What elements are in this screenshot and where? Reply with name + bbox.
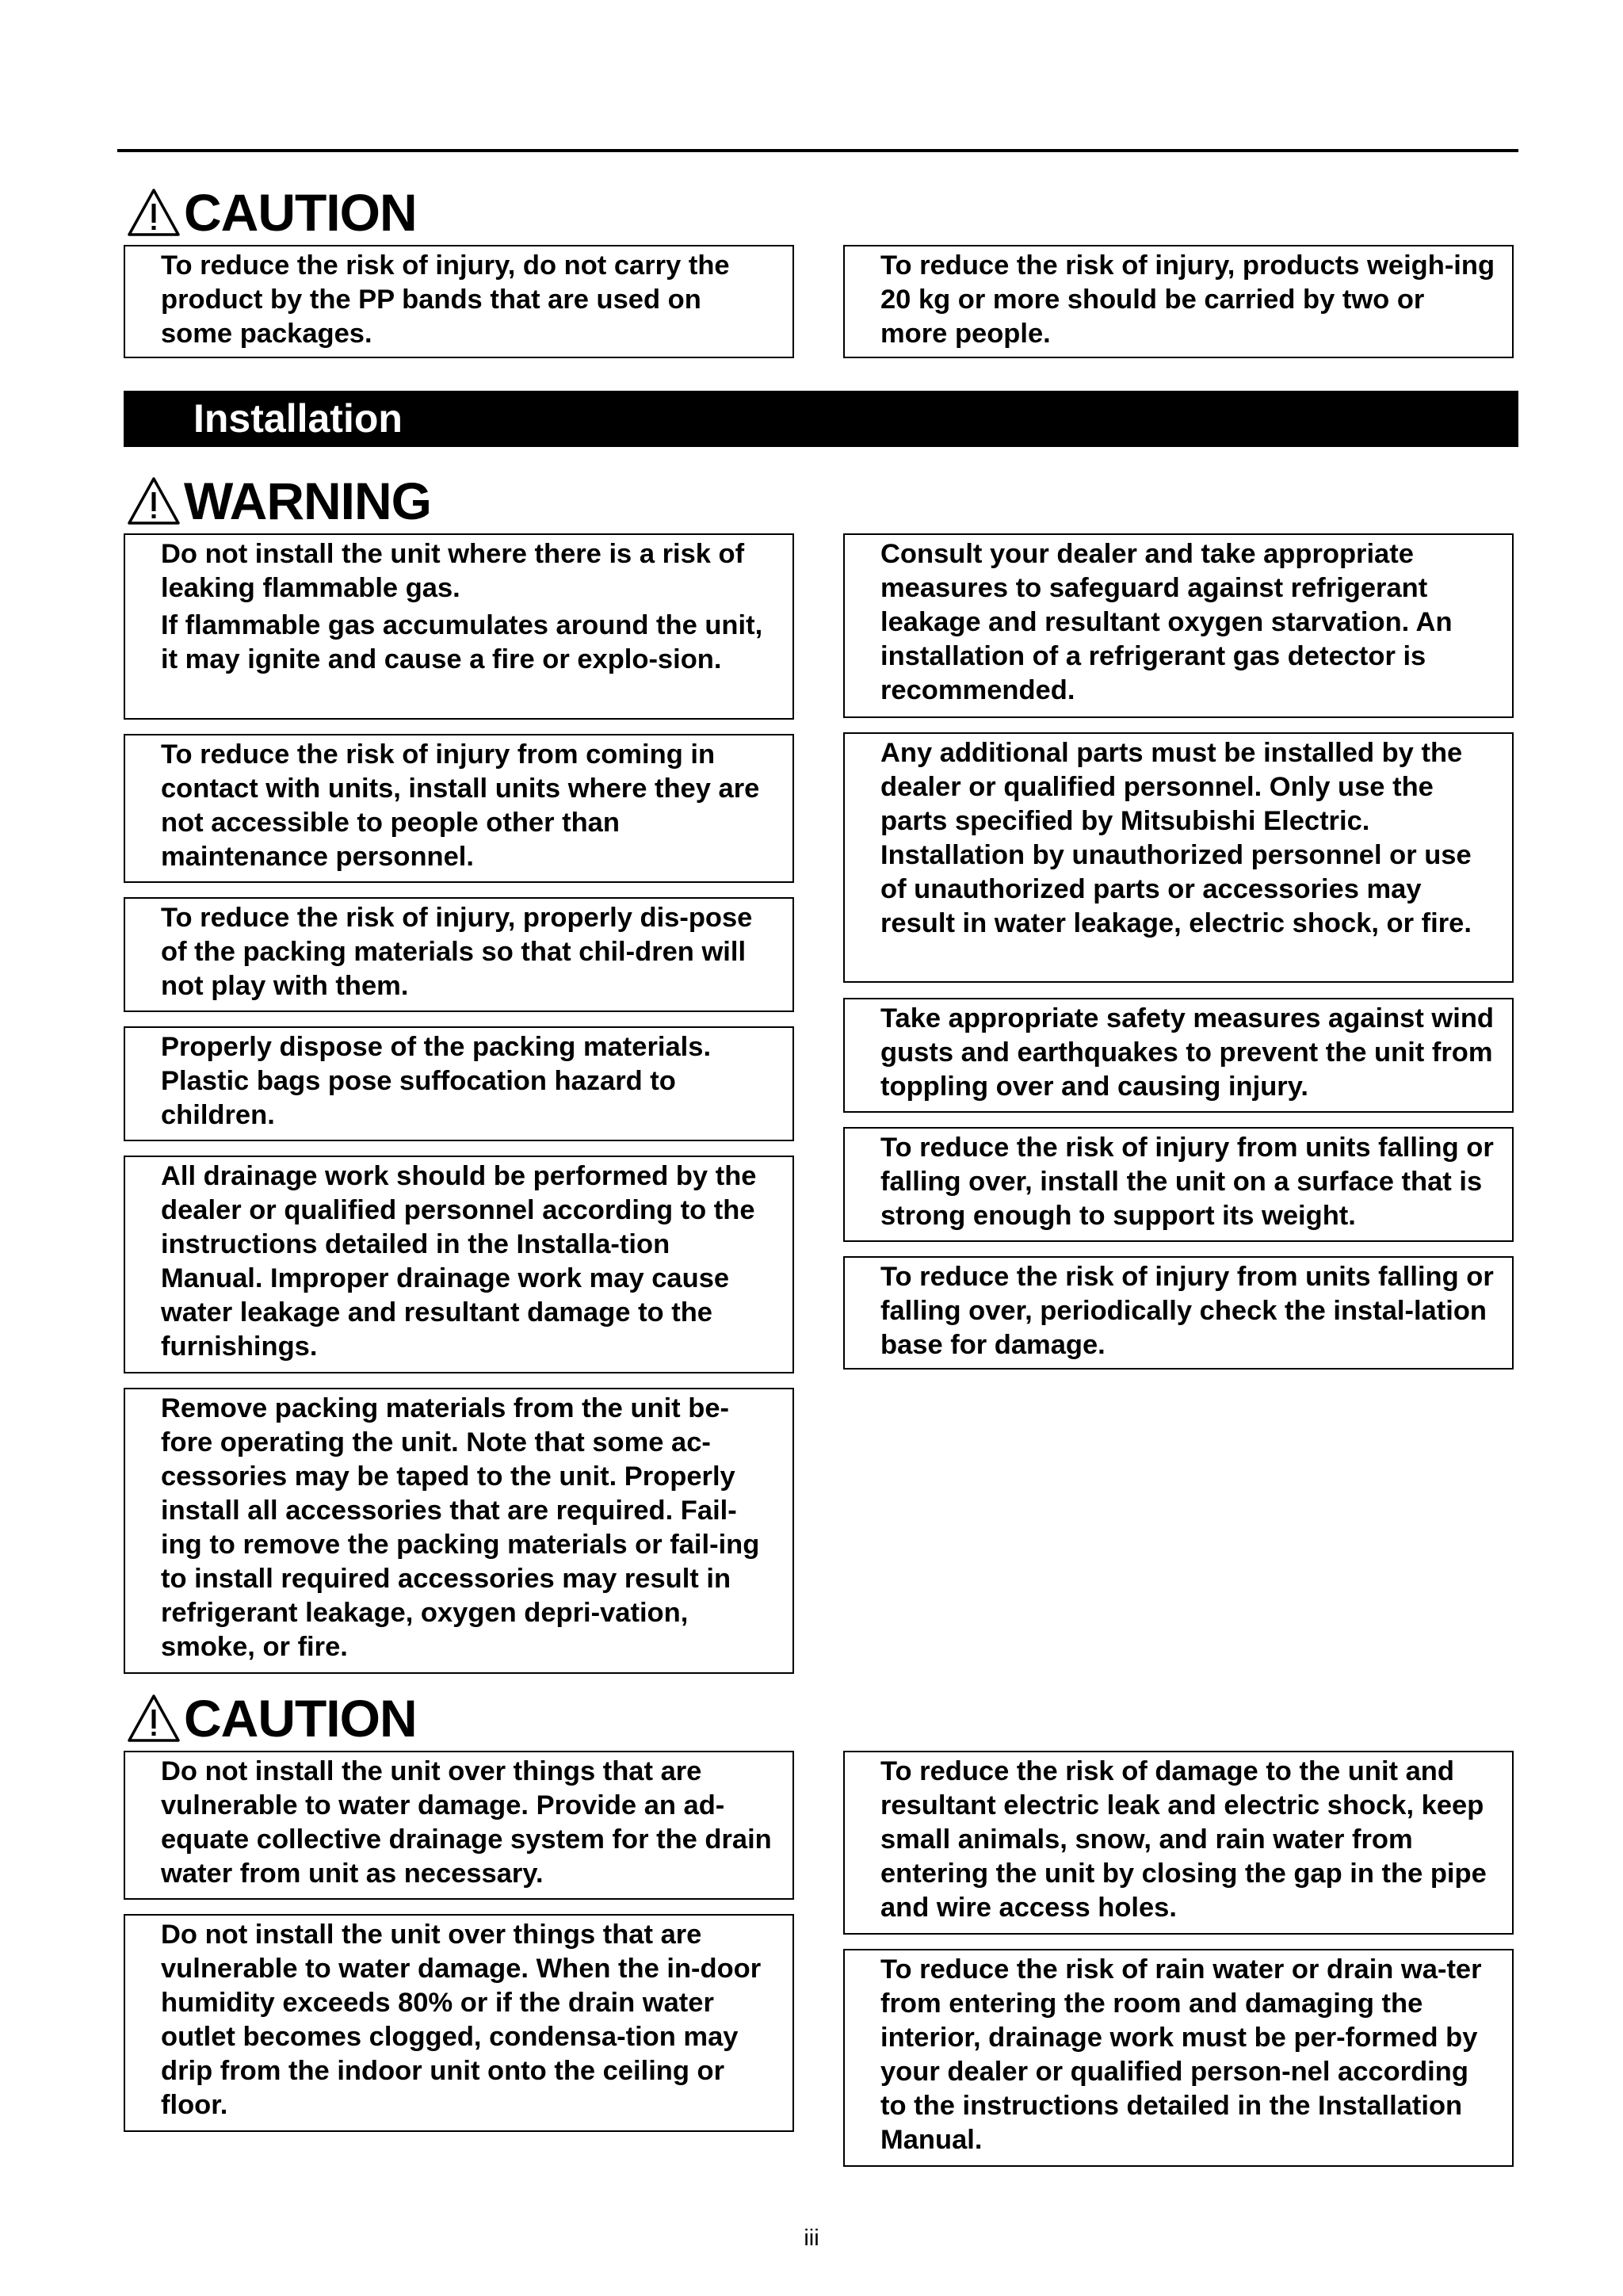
notice-text: Consult your dealer and take appropriate measures to safeguard against refrigerant leakage and resultant oxygen starvation. An installation of a refrigerant gas detector is recommended.: [880, 539, 1453, 705]
notice-text: Take appropriate safety measures against wind gusts and earthquakes to prevent the unit from toppling over and causing injury.: [880, 1003, 1494, 1102]
warning-right-box-1: [843, 533, 1514, 718]
warning-left-box-3: [124, 897, 794, 1012]
notice-text: Properly dispose of the packing materials. Plastic bags pose suffocation hazard to children.: [161, 1032, 712, 1130]
section-header-installation: [124, 391, 1518, 447]
notice-text: Any additional parts must be installed by the dealer or qualified personnel. Only use the parts specified by Mitsubishi Electric. Installation by unauthorized personnel or use of unauthorized parts or accessories may result in water leakage, electric shock, or fire.: [880, 738, 1472, 938]
caution-heading-bottom: CAUTION: [127, 1687, 417, 1750]
warning-left-box-5: [124, 1156, 794, 1373]
notice-text: To reduce the risk of injury from coming in contact with units, install units where they are not accessible to people other than maintenance personnel.: [161, 739, 760, 872]
warning-right-box-5: [843, 1256, 1514, 1370]
notice-text: To reduce the risk of injury, do not carry the product by the PP bands that are used on some packages.: [161, 250, 730, 349]
warning-triangle-icon: [127, 1694, 181, 1743]
notice-text: To reduce the risk of injury from units falling or falling over, periodically check the instal-lation base for damage.: [880, 1262, 1494, 1360]
caution-bottom-left-box-1: [124, 1751, 794, 1900]
caution-heading-top: CAUTION: [127, 181, 417, 244]
header-rule: [117, 149, 1518, 152]
notice-text: To reduce the risk of damage to the unit and resultant electric leak and electric shock, keep small animals, snow, and rain water from entering the unit by closing the gap in the pipe and wire access holes.: [880, 1756, 1487, 1923]
caution-bottom-right-box-2: [843, 1949, 1514, 2167]
warning-left-box-6: [124, 1388, 794, 1674]
caution-bottom-left-box-2: [124, 1914, 794, 2132]
warning-left-box-1: [124, 533, 794, 720]
warning-left-box-2: [124, 734, 794, 883]
warning-triangle-icon: [127, 476, 181, 525]
page-number: iii: [804, 2225, 819, 2251]
section-title: Installation: [193, 396, 403, 441]
warning-triangle-icon: [127, 188, 181, 237]
notice-text: To reduce the risk of injury from units falling or falling over, install the unit on a surface that is strong enough to support its weight.: [880, 1133, 1494, 1231]
warning-right-box-4: [843, 1127, 1514, 1242]
notice-text: To reduce the risk of injury, properly dis-pose of the packing materials so that chil-dren will not play with them.: [161, 903, 753, 1001]
notice-text: Do not install the unit over things that are vulnerable to water damage. Provide an ad-equate collective drainage system for the drain water from unit as necessary.: [161, 1756, 772, 1889]
notice-text: If flammable gas accumulates around the unit, it may ignite and cause a fire or explo-sion.: [161, 610, 763, 674]
notice-text: Do not install the unit where there is a risk of leaking flammable gas.: [161, 539, 745, 603]
warning-right-box-2: [843, 732, 1514, 983]
warning-heading: WARNING: [127, 469, 431, 533]
warning-right-box-3: [843, 998, 1514, 1113]
caution-top-right-box: [843, 245, 1514, 358]
caution-bottom-right-box-1: [843, 1751, 1514, 1935]
notice-text: Do not install the unit over things that are vulnerable to water damage. When the in-door humidity exceeds 80% or if the drain water outlet becomes clogged, condensa-tion may drip from the indoor unit onto the ceiling or floor.: [161, 1920, 762, 2120]
notice-text: All drainage work should be performed by the dealer or qualified personnel according to the instructions detailed in the Installa-tion Manual. Improper drainage work may cause water leakage and resultant damage to the furnishings.: [161, 1161, 757, 1362]
caution-top-left-box: [124, 245, 794, 358]
notice-text: To reduce the risk of rain water or drain wa-ter from entering the room and damaging the interior, drainage work must be per-formed by your dealer or qualified person-nel according to the instructions detailed in the Installation Manual.: [880, 1954, 1482, 2155]
notice-text: To reduce the risk of injury, products weigh-ing 20 kg or more should be carried by two or more people.: [880, 250, 1495, 349]
notice-text: Remove packing materials from the unit be-fore operating the unit. Note that some ac-cessories may be taped to the unit. Properly install all accessories that are required. Fail-ing to remove the packing materials or fail-ing to install required accessories may result in refrigerant leakage, oxygen depri-vation, smoke, or fire.: [161, 1393, 760, 1662]
warning-left-box-4: [124, 1026, 794, 1141]
